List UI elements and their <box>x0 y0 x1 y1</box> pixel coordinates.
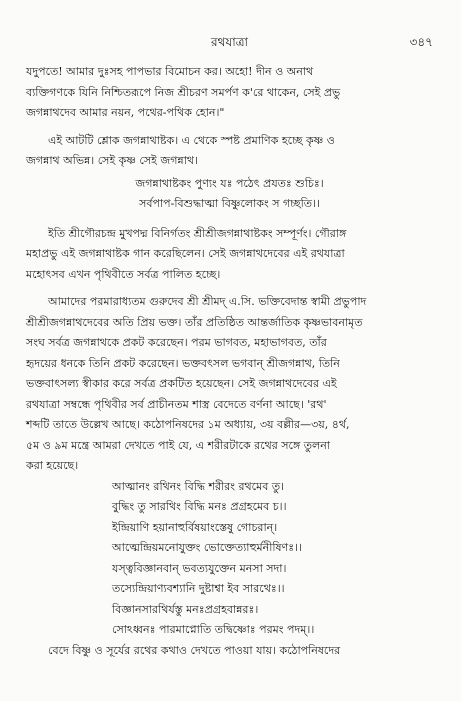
paragraph-3: ইতি শ্রীগৌরচন্দ্র মুখপদ্ম বিনির্গতং শ্রীশ্রীজগন্নাথাষ্টকং সম্পূর্ণং। গৌরাঙ্গ মহাপ্রভু এই জগন্নাথাষ্টক গান করেছিলেন। সেই জগন্নাথদেবের এই রথযাত্রা মহোৎসব এখন পৃথিবীতে সর্বত্র পালিত হচ্ছে। <box>26 226 347 281</box>
page-header <box>26 34 433 52</box>
verse-jagannathashtakam: জগন্নাথাষ্টকং পুণ্যং যঃ পঠেৎ প্রযতঃ শুচিঃ। সর্বপাপ-বিশুদ্ধাত্মা বিষ্ণুলোকং স গচ্ছতি।। <box>135 176 324 210</box>
paragraph-4: আমাদের পরমারাধ্যতম গুরুদেব শ্রী শ্রীমদ্ এ.সি. ভক্তিবেদান্ত স্বামী প্রভুপাদ শ্রীশ্রীজগন্নাথদেবের অতি প্রিয় ভক্ত। তাঁর প্রতিষ্ঠিত আন্তর্জাতিক কৃষ্ণভাবনামৃত সংঘ সর্বত্র জগন্নাথকে প্রকট করেছেন। পরম ভাগবত, মহাভাগবত, তাঁর হৃদয়ের ধনকে তিনি প্রকট করেছেন। ভক্তবৎসল ভগবান্ শ্রীজগন্নাথ, তিনি ভক্তবাৎসল্য স্বীকার করে সর্বত্র প্রকটিত হয়েছেন। সেই জগন্নাথদেবের এই রথযাত্রা সম্বন্ধে পৃথিবীর সর্ব প্রাচীনতম শাস্ত্র বেদেতে বর্ণনা আছে। 'রথ' শব্দটি তাতে উল্লেখ আছে। কঠোপনিষদের ১ম অধ্যায়, ৩য় বল্লীর—৩য়, ৪র্থ, ৫ম ও ৯ম মন্ত্রে আমরা দেখতে পাই যে, এ শরীরটাকে রথের সঙ্গে তুলনা করা হয়েছে। <box>26 295 367 472</box>
page-number: ৩৪৭ <box>409 35 433 49</box>
verse-katha-upanishad: আত্মানং রথিনং বিদ্ধি শরীরং রথমেব তু। বুদ্ধিং তু সারথিং বিদ্ধি মনঃ প্রগ্রহমেব চ।। ইন্দ্রিয়াণি হয়ানাহুর্বিষয়াংস্তেষু গোচরান্। আত্মেন্দ্রিয়মনোযুক্তং ভোক্তেত্যাহুর্মনীষিণঃ।। যস্ত্ববিজ্ঞানবান্ ভবত্যযুক্তেন মনসা সদা। তস্যেন্দ্রিয়াণ্যবশ্যানি দুষ্টাশ্বা ইব সারথেঃ।। বিজ্ঞানসারথির্যস্তু মনঃপ্রগ্রহবান্নরঃ। সোঽধ্বনঃ পারমাপ্নোতি তদ্বিষ্ণোঃ পরমং পদম্।। <box>112 479 315 636</box>
paragraph-5: বেদে বিষ্ণু ও সূর্যের রথের কথাও দেখতে পাওয়া যায়। কঠোপনিষদের <box>48 643 341 657</box>
running-title: রথযাত্রা <box>210 35 249 49</box>
paragraph-1: যদুপতে! আমার দুঃসহ পাপভার বিমোচন কর। অহো! দীন ও অনাথ ব্যক্তিগণকে যিনি নিশ্চিতরূপে নিজ শ্রীচরণ সমর্পণ ক'রে থাকেন, সেই প্রভু জগন্নাথদেব আমার নয়ন, পথের-পথিক হোন।" <box>26 65 341 119</box>
page-body <box>26 62 433 661</box>
paragraph-2: এই আটটি শ্লোক জগন্নাথাষ্টক। এ থেকে স্পষ্ট প্রমাণিক হচ্ছে কৃষ্ণ ও জগন্নাথ অভিন্ন। সেই কৃষ্ণ সেই জগন্নাথ। <box>26 133 335 167</box>
